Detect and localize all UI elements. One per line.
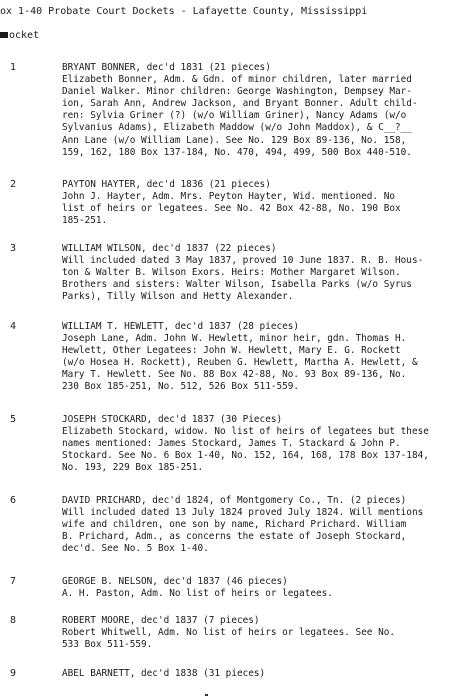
docket-line: Sylvanius Adams), Elizabeth Maddow (w/o John Maddox), & C__?__: [62, 122, 412, 134]
docket-line: B. Prichard, Adm., as concerns the estate of Joseph Stockard,: [62, 531, 407, 543]
docket-line: Brothers and sisters: Walter Wilson, Isabella Parks (w/o Syrus: [62, 279, 412, 291]
docket-number: 1: [10, 62, 17, 73]
decedent-heading: ABEL BARNETT, dec'd 1838 (31 pieces): [62, 668, 266, 679]
docket-text: [62, 576, 446, 600]
docket-line: No. 193, 229 Box 185-251.: [62, 462, 204, 474]
docket-text: [62, 414, 446, 474]
docket-line: Will included dated 13 July 1824 proved July 1824. Will mentions: [62, 507, 424, 519]
docket-line: Parks), Tilly Wilson and Hetty Alexander.: [62, 291, 294, 303]
ink-dot: [205, 694, 208, 696]
decedent-heading: GEORGE B. NELSON, dec'd 1837 (46 pieces): [62, 576, 288, 587]
column-label: [0, 30, 39, 42]
docket-line: list of heirs or legatees. See No. 42 Box 42-88, No. 190 Box: [62, 203, 401, 215]
docket-text: [62, 62, 446, 159]
docket-line: Stockard. See No. 6 Box 1-40, No. 152, 164, 168, 178 Box 137-184,: [62, 450, 429, 462]
docket-text: [62, 495, 446, 555]
docket-line: Elizabeth Stockard, widow. No list of heirs of legatees but these: [62, 426, 429, 438]
docket-line: Joseph Lane, Adm. John W. Hewlett, minor heir, gdn. Thomas H.: [62, 333, 407, 345]
docket-line: Mary T. Hewlett. See No. 88 Box 42-88, No. 93 Box 89-136, No.: [62, 369, 407, 381]
page-header: ox 1-40 Probate Court Dockets - Lafayette County, Mississippi: [0, 6, 368, 17]
docket-line: Hewlett, Other Legatees: John W. Hewlett, Mary E. G. Rockett: [62, 345, 401, 357]
docket-text: [62, 321, 446, 394]
docket-line: names mentioned: James Stockard, James T. Stackard & John P.: [62, 438, 401, 450]
ink-mark: [0, 32, 8, 38]
decedent-heading: ROBERT MOORE, dec'd 1837 (7 pieces): [62, 615, 260, 626]
decedent-heading: JOSEPH STOCKARD, dec'd 1837 (30 Pieces): [62, 414, 283, 425]
decedent-heading: WILLIAM WILSON, dec'd 1837 (22 pieces): [62, 243, 277, 254]
docket-line: A. H. Paston, Adm. No list of heirs or legatees.: [62, 588, 333, 600]
docket-number: 5: [10, 414, 17, 425]
docket-number: 4: [10, 321, 17, 332]
docket-line: dec'd. See No. 5 Box 1-40.: [62, 543, 209, 555]
docket-number: 2: [10, 179, 17, 190]
docket-text: [62, 615, 446, 651]
docket-text: [62, 243, 446, 303]
docket-text: [62, 668, 446, 680]
docket-text: [62, 179, 446, 227]
docket-line: Robert Whitwell, Adm. No list of heirs or legatees. See No.: [62, 627, 396, 639]
docket-line: 533 Box 511-559.: [62, 639, 153, 651]
docket-number: 3: [10, 243, 17, 254]
docket-number: 6: [10, 495, 17, 506]
decedent-heading: PAYTON HAYTER, dec'd 1836 (21 pieces): [62, 179, 271, 190]
docket-line: Will included dated 3 May 1837, proved 10 June 1837. R. B. Hous-: [62, 255, 424, 267]
decedent-heading: BRYANT BONNER, dec'd 1831 (21 pieces): [62, 62, 271, 73]
docket-line: 185-251.: [62, 215, 108, 227]
docket-line: ion, Sarah Ann, Andrew Jackson, and Bryant Bonner. Adult child-: [62, 98, 418, 110]
docket-line: 159, 162, 180 Box 137-184, No. 470, 494, 499, 500 Box 440-510.: [62, 146, 412, 158]
docket-number: 7: [10, 576, 17, 587]
decedent-heading: WILLIAM T. HEWLETT, dec'd 1837 (28 pieces): [62, 321, 300, 332]
docket-line: John J. Hayter, Adm. Mrs. Peyton Hayter, Wid. mentioned. No: [62, 191, 396, 203]
docket-line: Daniel Walker. Minor children: George Washington, Dempsey Mar-: [62, 86, 412, 98]
decedent-heading: DAVID PRICHARD, dec'd 1824, of Montgomery Co., Tn. (2 pieces): [62, 495, 407, 506]
column-label-text: ocket: [9, 30, 40, 41]
docket-line: ren: Sylvia Griner (?) (w/o William Griner), Nancy Adams (w/o: [62, 110, 407, 122]
docket-line: Ann Lane (w/o William Lane). See No. 129 Box 89-136, No. 158,: [62, 134, 407, 146]
docket-line: ton & Walter B. Wilson Exors. Heirs: Mother Margaret Wilson.: [62, 267, 401, 279]
docket-line: (w/o Hosea H. Rockett), Reuben G. Hewlett, Martha A. Hewlett, &: [62, 357, 418, 369]
docket-number: 8: [10, 615, 17, 626]
docket-line: 230 Box 185-251, No. 512, 526 Box 511-559.: [62, 381, 300, 393]
docket-number: 9: [10, 668, 17, 679]
docket-line: wife and children, one son by name, Richard Prichard. William: [62, 519, 407, 531]
docket-line: Elizabeth Bonner, Adm. & Gdn. of minor children, later married: [62, 74, 412, 86]
